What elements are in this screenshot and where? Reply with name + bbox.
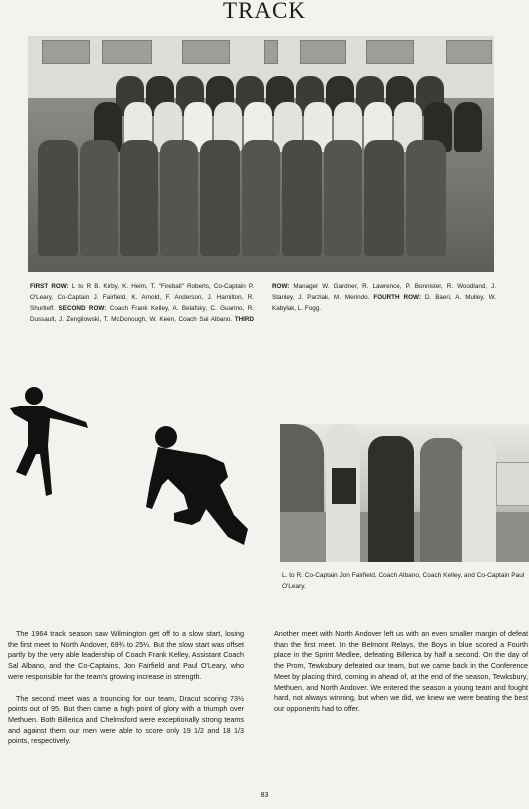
article-column-1 [8,629,244,747]
window [182,40,230,64]
window [264,40,278,64]
coaches-photo [280,424,529,562]
shorts [332,468,356,504]
co-captain-oleary [462,438,496,562]
second-row-names: Coach Frank Kelley, A. Belafsky, C. Guarino, R. Dussault, J. Zengilowski, T. McDonough, W. Keen, Coach Sal Albano. [30,305,255,323]
sprinter-silhouette [144,425,252,547]
article-paragraph: Another meet with North Andover left us with an even smaller margin of defeat than the first meet. In the Belmont Relays, the Boys in blue scored a Fourth place in the Sprint Medlee, defeating Billerica by half a second. On the day of the Prom, Tewksbury defeated our team, but we came back in the Conference Meet by placing third, coming in ahead of, at the end of the season, Tewksbury, Methuen, and North Andover. We entered the season a young team and fought hard, not always winning, but when we did, we knew we were beating the best our opponents had to offer. [274,629,528,713]
article-paragraph: The 1964 track season saw Wilmington get off to a slow start, losing the first meet to North Andover, 69¾ to 25¼. But the slow start was offset partly by the very able leadership of Coach Frank Kelley, Assistant Coach Sal Albano, and the Co-Captains, Jon Fairfield and Paul O'Leary, who were responsible for the team's growing increase in strength. [8,629,244,681]
window [102,40,152,64]
first-row-label: FIRST ROW: [30,283,69,290]
page-title: TRACK [223,0,306,23]
front-row-athletes [38,140,448,256]
third-row-names: Manager W. Gardner, R. Lawrence, P. Bonnister, R. Woodland, J. Stanley, J. Parziak, M. Merindo. [272,283,497,301]
window [300,40,346,64]
second-row-label: SECOND ROW: [58,305,107,312]
coaches-photo-caption: L. to R. Co-Captain Jon Fairfield, Coach Albano, Coach Kelley, and Co-Captain Paul O'Leary. [282,572,525,590]
team-photo-caption [30,281,496,325]
window [446,40,492,64]
fourth-row-names: D. Baeri, A. Mulley, W. Kabylak, L. Fogg. [272,294,497,312]
window [42,40,90,64]
coach-kelley [420,438,464,562]
article-column-2 [274,629,528,715]
third-row-label: THIRD ROW: [234,283,290,323]
first-row-names: L to R B. Kirby, K. Heim, T. "Fireball" Roberts, Co-Captain P. O'Leary, Co-Captain J. Fairfield, K. Arnold, F. Anderson, J. Hamilton, R. Shurtleff. [30,283,255,312]
coach-albano [368,436,414,562]
fourth-row-label: FOURTH ROW: [373,294,421,301]
team-photo [28,36,494,272]
page-number: 83 [260,792,269,799]
shot-putter-silhouette [6,384,92,500]
school-building [496,462,529,506]
trees [280,424,324,516]
window [366,40,414,64]
article-paragraph: The second meet was a trouncing for our team, Dracut scoring 73½ points out of 95. But then came a high point of glory with a triumph over Methuen. Both Billerica and Chelmsford were exceptionally strong teams and against them our men were able to score only 19 1/2 and 18 1/3 points, respectively. [8,693,244,746]
